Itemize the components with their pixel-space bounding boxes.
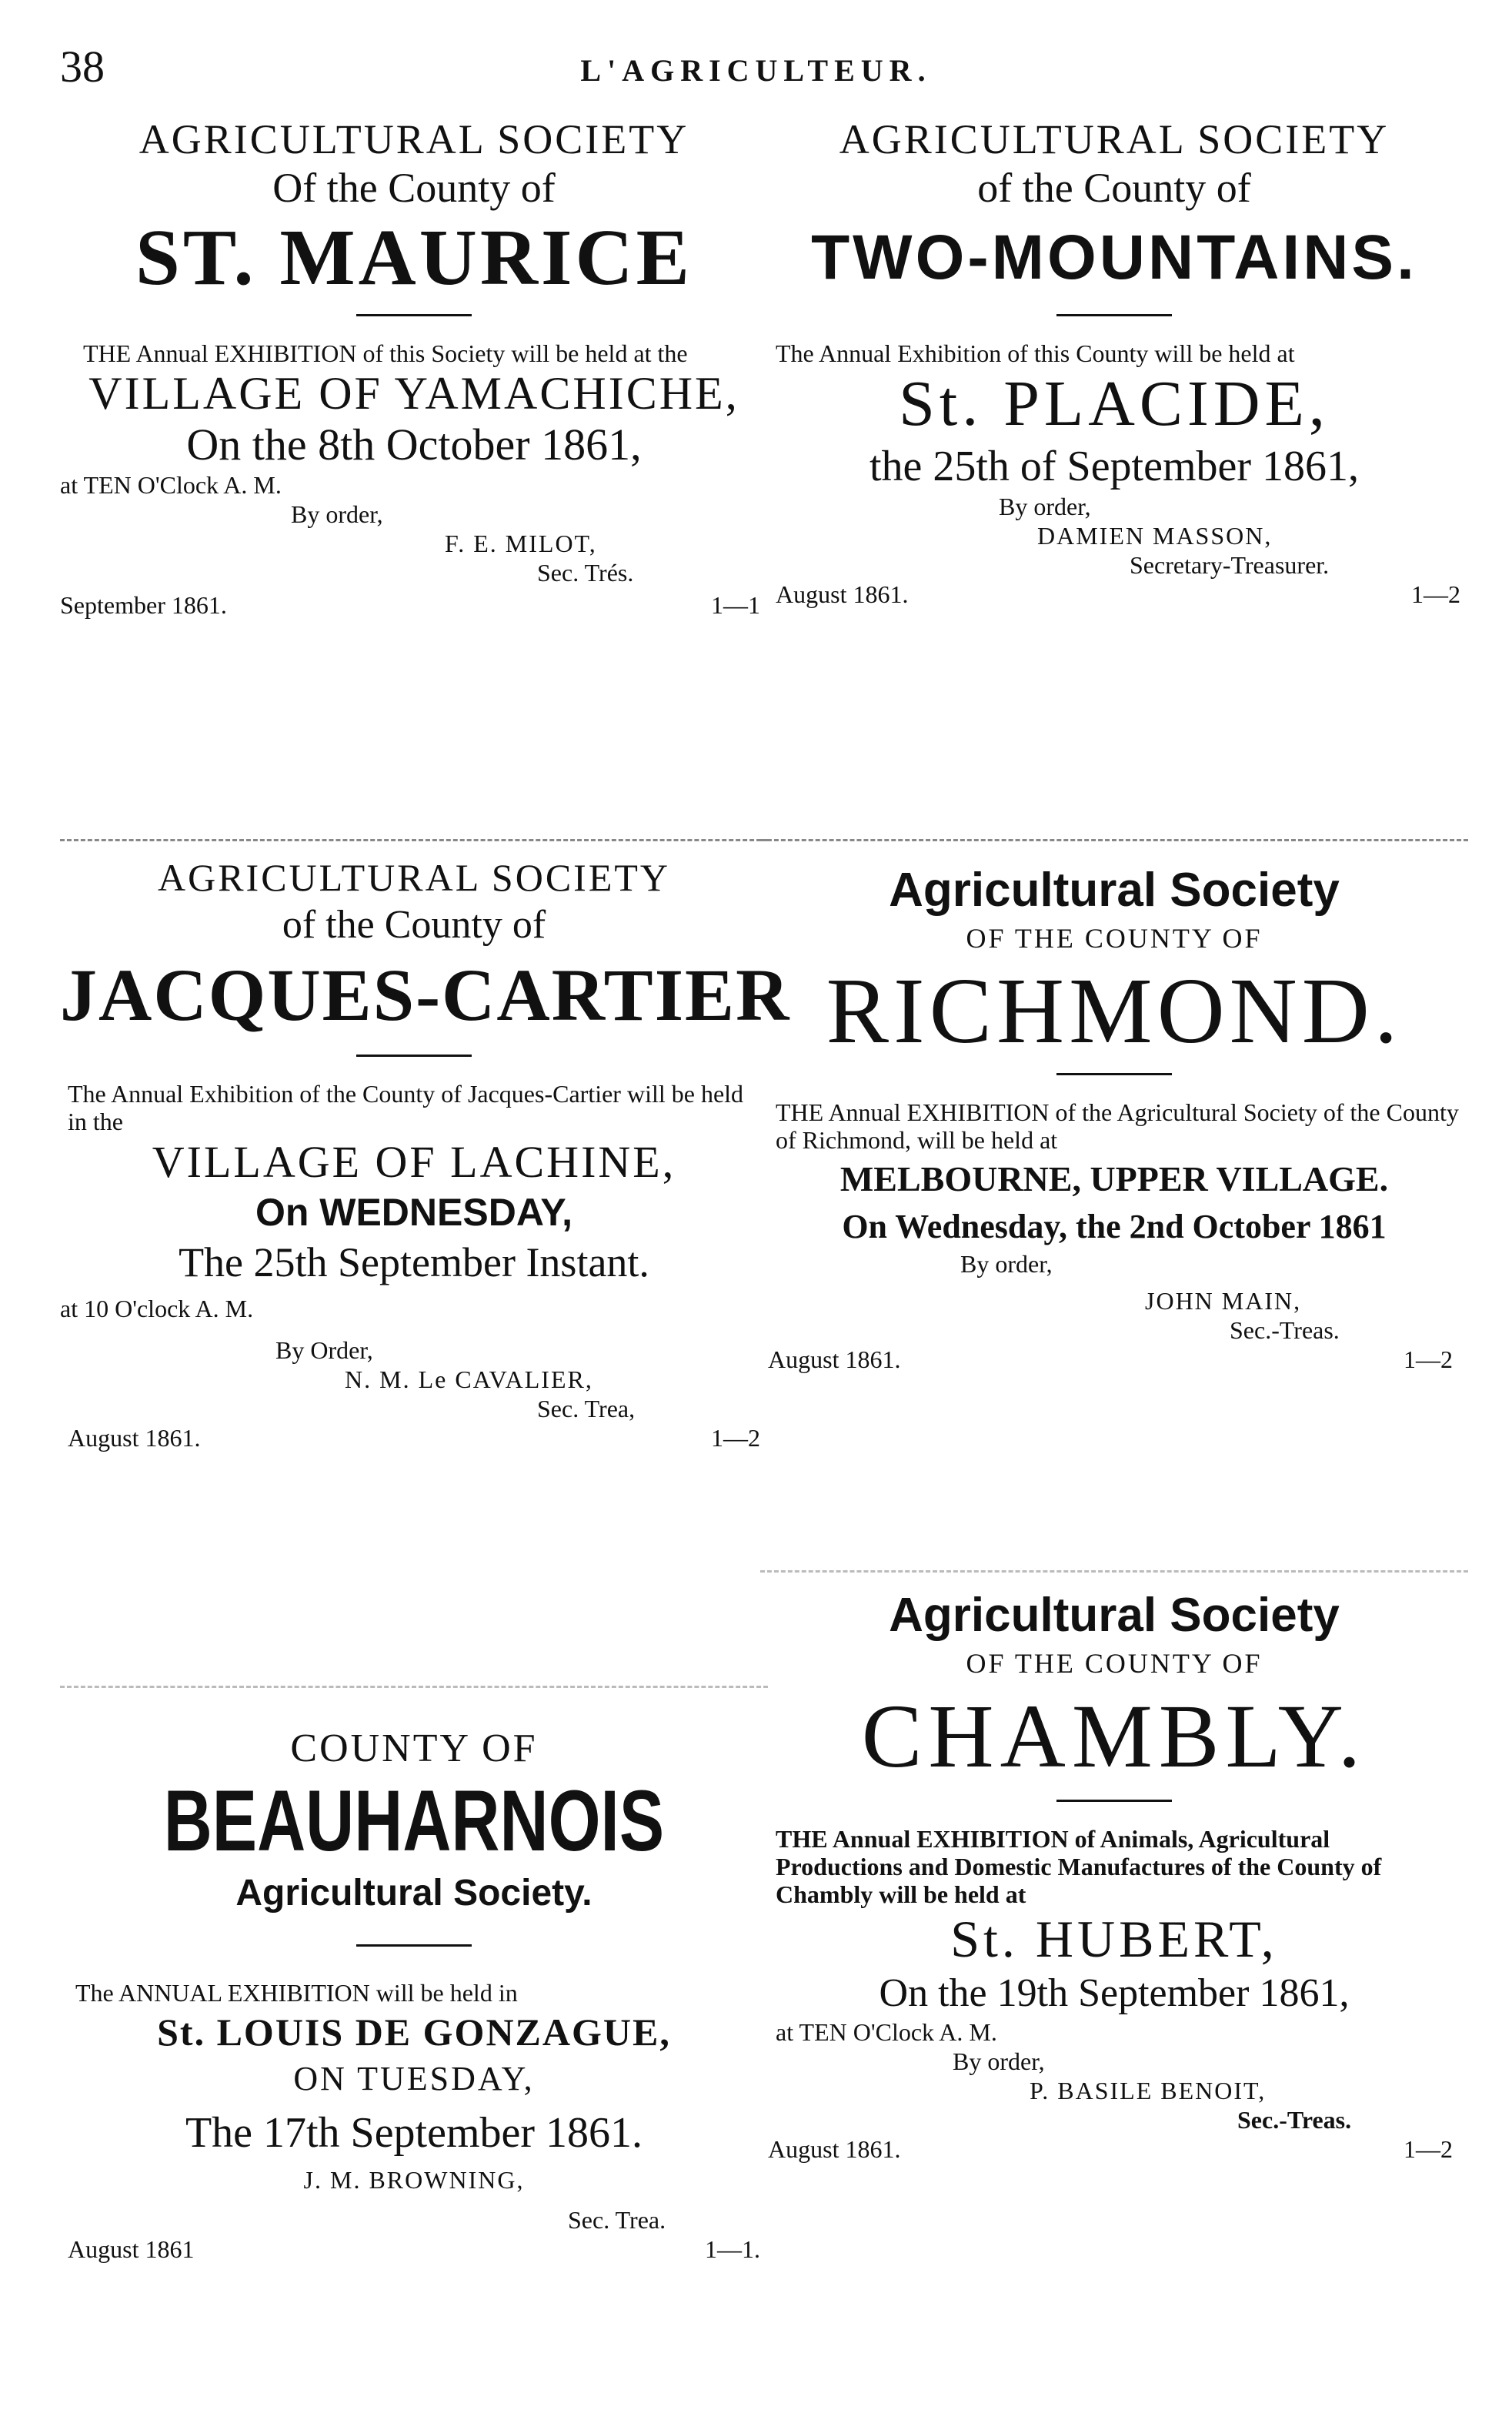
ad-signer-title: Sec.-Treas.: [1230, 1316, 1340, 1344]
ad-footer: [760, 580, 1468, 609]
ad-subheading: of the County of: [977, 165, 1251, 211]
ad-footer: [60, 590, 768, 620]
ad-by-order: By Order,: [275, 1336, 373, 1364]
ad-heading: AGRICULTURAL SOCIETY: [839, 116, 1390, 162]
ad-county-name: JACQUES-CARTIER: [60, 954, 791, 1036]
ad-st-maurice: [60, 115, 768, 620]
ad-reference: 1—2: [1404, 1345, 1453, 1373]
ad-subheading: OF THE COUNTY OF: [966, 923, 1263, 954]
ad-signer: N. M. Le CAVALIER,: [345, 1365, 593, 1393]
ad-reference: 1—1.: [705, 2235, 760, 2263]
ad-place: St. PLACIDE,: [899, 368, 1330, 440]
ad-date: The 17th September 1861.: [185, 2109, 643, 2157]
divider-rule: [1056, 314, 1172, 316]
ad-jacques-cartier: [60, 854, 791, 1452]
ad-footer: [760, 1345, 1468, 1374]
page-number: 38: [60, 42, 105, 92]
ad-beauharnois: [60, 1724, 768, 2264]
ad-county-name-text: BEAUHARNOIS: [163, 1773, 665, 1869]
ad-date: the 25th of September 1861,: [869, 443, 1360, 490]
ad-county-name: CHAMBLY.: [861, 1686, 1367, 1787]
ad-date: On the 8th October 1861,: [186, 419, 642, 470]
ad-subheading: Of the County of: [272, 165, 556, 211]
ad-signer: P. BASILE BENOIT,: [1030, 2077, 1267, 2104]
ad-dateline: August 1861.: [768, 1345, 901, 1373]
ad-heading: COUNTY OF: [290, 1726, 538, 1770]
ad-reference: 1—2: [1404, 2135, 1453, 2163]
ad-heading: AGRICULTURAL SOCIETY: [157, 856, 671, 899]
ad-place: VILLAGE OF YAMACHICHE,: [88, 368, 739, 419]
ad-body-text: THE Annual EXHIBITION of Animals, Agricultural Productions and Domestic Manufactures of the County of Chambly will be held at: [776, 1825, 1382, 1908]
ad-subheading: Agricultural Society.: [235, 1873, 592, 1914]
ad-footer: [760, 2134, 1468, 2164]
ad-signer: JOHN MAIN,: [1145, 1287, 1302, 1315]
ad-signer: DAMIEN MASSON,: [1037, 522, 1273, 550]
divider-rule: [356, 314, 472, 316]
section-separator: [60, 839, 768, 841]
ad-signer-title: Secretary-Treasurer.: [1130, 551, 1330, 579]
ad-signer: J. M. BROWNING,: [303, 2166, 525, 2194]
ad-county-name: TWO-MOUNTAINS.: [811, 222, 1417, 292]
ad-date: On Wednesday, the 2nd October 1861: [842, 1208, 1387, 1245]
ad-signer: F. E. MILOT,: [445, 530, 597, 557]
ad-heading: Agricultural Society: [889, 864, 1340, 917]
section-separator: [60, 1686, 768, 1688]
ad-heading: AGRICULTURAL SOCIETY: [139, 116, 689, 162]
ad-signer-title: Sec. Trea.: [568, 2206, 666, 2234]
ad-body-text: THE Annual EXHIBITION of the Agricultural Society of the County of Richmond, will be held at: [776, 1098, 1459, 1154]
ad-signer-title: Sec. Trés.: [537, 559, 634, 587]
ad-county-name: ST. MAURICE: [135, 213, 693, 302]
ad-county-name: RICHMOND.: [826, 959, 1403, 1063]
ad-signer-title: Sec. Trea,: [537, 1395, 636, 1422]
ad-by-order: By order,: [960, 1250, 1053, 1278]
ad-place: St. LOUIS DE GONZAGUE,: [157, 2011, 671, 2054]
ad-signer-title: Sec.-Treas.: [1237, 2106, 1352, 2134]
ad-dateline: August 1861.: [776, 580, 909, 608]
section-separator: [760, 839, 1468, 841]
running-title: L'AGRICULTEUR.: [580, 53, 932, 88]
ad-time: at TEN O'Clock A. M.: [776, 2018, 997, 2046]
ad-date: On the 19th September 1861,: [879, 1971, 1350, 2015]
ad-heading: Agricultural Society: [889, 1589, 1340, 1642]
ad-reference: 1—1: [711, 591, 760, 619]
ad-dateline: August 1861.: [68, 1424, 201, 1452]
ad-time: at TEN O'Clock A. M.: [60, 471, 282, 499]
ad-place: MELBOURNE, UPPER VILLAGE.: [839, 1159, 1389, 1198]
ad-reference: 1—2: [1411, 580, 1460, 608]
ad-dateline: August 1861: [68, 2235, 195, 2263]
ad-two-mountains: [760, 115, 1468, 609]
ad-place: VILLAGE OF LACHINE,: [152, 1137, 676, 1187]
ad-by-order: By order,: [291, 500, 383, 528]
ad-richmond: [760, 862, 1468, 1374]
ad-footer: [60, 2234, 768, 2264]
ad-body-text: The Annual Exhibition of the County of Jacques-Cartier will be held in the: [68, 1080, 744, 1135]
divider-rule: [356, 1944, 472, 1947]
ad-county-name: [60, 1773, 768, 1869]
ad-date: The 25th September Instant.: [179, 1239, 649, 1285]
ad-subheading: of the County of: [282, 903, 546, 947]
ad-day: ON TUESDAY,: [293, 2060, 535, 2097]
ad-body-text: The Annual Exhibition of this County will be held at: [776, 339, 1295, 367]
ad-place: St. HUBERT,: [950, 1910, 1278, 1968]
ad-body-text: THE Annual EXHIBITION of this Society will be held at the: [83, 339, 688, 367]
ad-time: at 10 O'clock A. M.: [60, 1295, 254, 1322]
section-separator: [760, 1570, 1468, 1573]
ad-chambly: [760, 1587, 1468, 2164]
ad-dateline: September 1861.: [60, 591, 227, 619]
ad-subheading: OF THE COUNTY OF: [966, 1648, 1263, 1679]
ad-body-text: The ANNUAL EXHIBITION will be held in: [75, 1979, 518, 2007]
ad-dateline: August 1861.: [768, 2135, 901, 2163]
divider-rule: [356, 1055, 472, 1057]
divider-rule: [1056, 1800, 1172, 1802]
ad-footer: [60, 1423, 768, 1452]
ad-reference: 1—2: [711, 1424, 760, 1452]
ad-by-order: By order,: [953, 2047, 1045, 2075]
ad-by-order: By order,: [999, 493, 1091, 520]
ad-day: On WEDNESDAY,: [255, 1191, 573, 1234]
divider-rule: [1056, 1073, 1172, 1075]
